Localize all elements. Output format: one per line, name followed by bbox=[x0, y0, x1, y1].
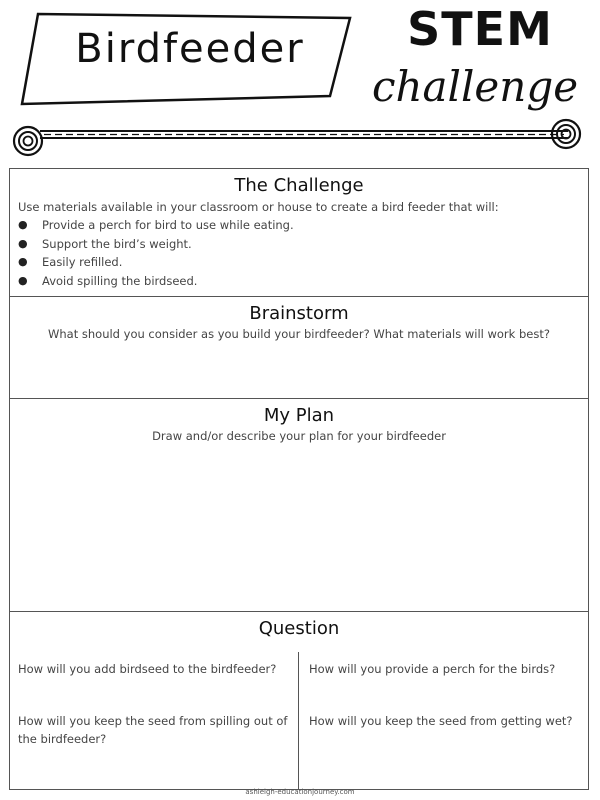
worksheet-title: Birdfeeder bbox=[75, 26, 305, 72]
question-heading: Question bbox=[258, 618, 340, 639]
plan-heading: My Plan bbox=[263, 405, 335, 426]
brainstorm-section bbox=[10, 297, 588, 399]
question-item: How will you keep the seed from spilling out of the birdfeeder? bbox=[18, 714, 288, 746]
challenge-heading: challenge bbox=[371, 62, 579, 111]
brainstorm-prompt: What should you consider as you build your birdfeeder? What materials will work best? bbox=[48, 327, 550, 341]
question-item: How will you provide a perch for the birds? bbox=[309, 662, 556, 676]
criteria-text: Easily refilled. bbox=[42, 255, 123, 269]
worksheet-body bbox=[9, 168, 589, 790]
criteria-text: Avoid spilling the birdseed. bbox=[42, 273, 198, 288]
divider-rod-icon bbox=[14, 120, 580, 155]
plan-prompt: Draw and/or describe your plan for your birdfeeder bbox=[152, 429, 446, 443]
list-item bbox=[10, 272, 588, 291]
bullet-icon: ● bbox=[18, 236, 28, 250]
question-column-divider bbox=[298, 652, 299, 790]
list-item bbox=[10, 253, 588, 272]
criteria-text: Support the bird’s weight. bbox=[42, 236, 192, 251]
challenge-criteria-list bbox=[10, 216, 588, 290]
question-item: How will you add birdseed to the birdfeeder? bbox=[18, 662, 277, 676]
plan-section bbox=[10, 399, 588, 612]
bullet-icon: ● bbox=[18, 218, 28, 231]
question-section bbox=[10, 612, 588, 790]
bullet-icon: ● bbox=[18, 255, 28, 268]
challenge-heading-label: The Challenge bbox=[234, 175, 364, 196]
criteria-text: Provide a perch for bird to use while eating. bbox=[42, 218, 294, 232]
question-item: How will you keep the seed from getting wet? bbox=[309, 714, 573, 728]
list-item bbox=[10, 216, 588, 235]
challenge-section bbox=[10, 169, 588, 297]
brainstorm-heading: Brainstorm bbox=[249, 303, 349, 324]
challenge-intro: Use materials available in your classroom or house to create a bird feeder that will: bbox=[18, 200, 499, 214]
bullet-icon: ● bbox=[18, 273, 28, 287]
worksheet-header bbox=[0, 0, 600, 168]
stem-heading: STEM bbox=[407, 2, 553, 56]
footer-credit: ashleigh-educationjourney.com bbox=[245, 788, 355, 796]
list-item bbox=[10, 235, 588, 254]
